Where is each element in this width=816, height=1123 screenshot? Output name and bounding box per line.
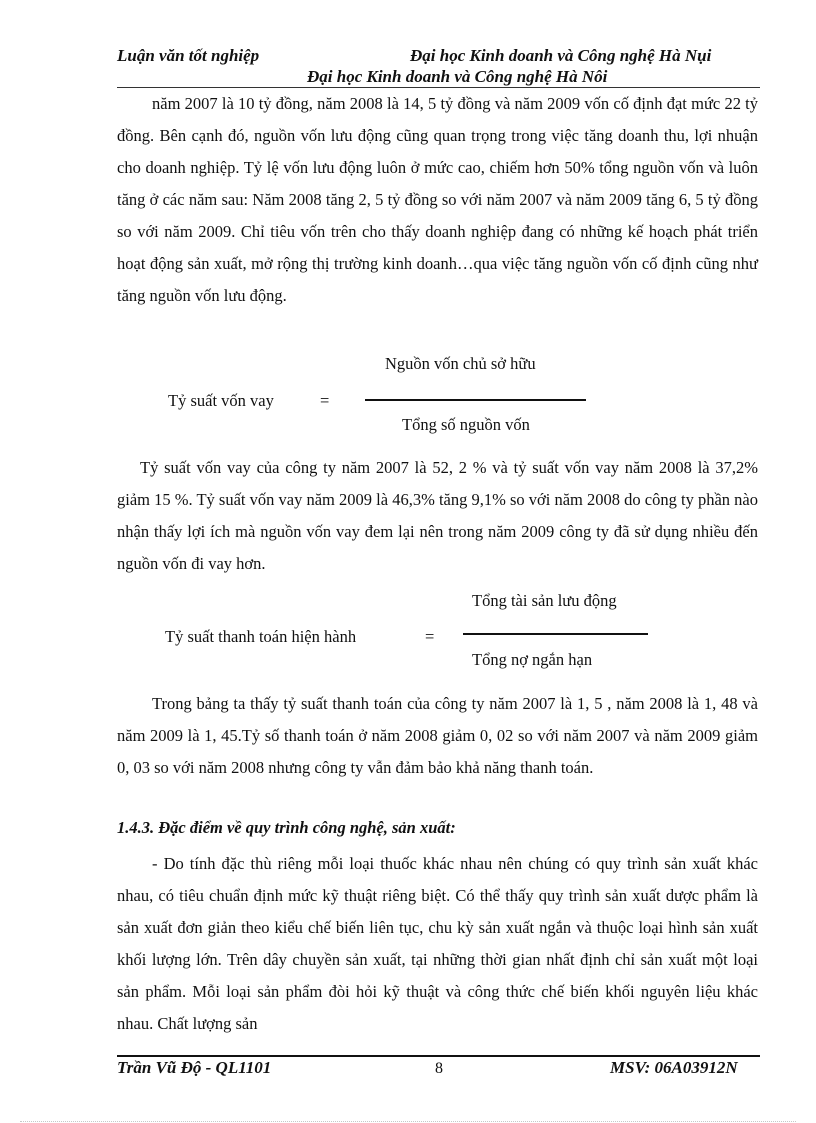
formula-loan-ratio-fraction-bar bbox=[365, 399, 586, 401]
footer-student-id: MSV: 06A03912N bbox=[610, 1058, 738, 1077]
section-heading: 1.4.3. Đặc điểm về quy trình công nghệ, sản xuất: bbox=[117, 818, 456, 837]
paragraph-production-process: - Do tính đặc thù riêng mỗi loại thuốc khác nhau nên chúng có quy trình sản xuất khác nhau, có tiêu chuẩn định mức kỹ thuật riêng biệt. Có thể thấy quy trình sản xuất dược phẩm là sản xuất đơn giản theo kiểu chế biến liên tục, chu kỳ sản xuất ngắn và thuộc loại hình sản xuất khối lượng lớn. Trên dây chuyền sản xuất, tại những thời gian nhất định chỉ sản xuất một loại sản phẩm. Mỗi loại sản phẩm đòi hỏi kỹ thuật và công thức chế biến khối nguyên liệu khác nhau. Chất lượng sản bbox=[117, 854, 758, 1033]
formula-liquidity-label: Tỷ suất thanh toán hiện hành bbox=[165, 627, 357, 646]
header-left-title: Luận văn tốt nghiệp bbox=[117, 46, 260, 65]
paragraph-loan-ratio: Tỷ suất vốn vay của công ty năm 2007 là 52, 2 % và tỷ suất vốn vay năm 2008 là 37,2% giảm 15 %. Tỷ suất vốn vay năm 2009 là 46,3% tăng 9,1% so với năm 2008 do công ty phần nào nhận thấy lợi ích mà nguồn vốn vay đem lại nên trong năm 2009 công ty đã sử dụng nhiều đến nguồn vốn đi vay hơn. bbox=[117, 458, 758, 573]
header-right-title: Đại học Kinh doanh và Công nghệ Hà Nụi bbox=[410, 46, 712, 65]
footer-rule bbox=[117, 1055, 760, 1057]
formula-loan-ratio-equals: = bbox=[320, 391, 330, 410]
formula-liquidity-equals: = bbox=[425, 627, 435, 646]
formula-loan-ratio-denominator: Tổng số nguồn vốn bbox=[402, 415, 530, 434]
footer-author: Trần Vũ Độ - QL1101 bbox=[117, 1058, 272, 1077]
paragraph-capital: năm 2007 là 10 tỷ đồng, năm 2008 là 14, 5 tỷ đồng và năm 2009 vốn cố định đạt mức 22 tỷ đồng. Bên cạnh đó, nguồn vốn lưu động cũng quan trọng trong việc tăng doanh thu, lợi nhuận cho doanh nghiệp. Tỷ lệ vốn lưu động luôn ở mức cao, chiếm hơn 50% tổng nguồn vốn và luôn tăng ở các năm sau: Năm 2008 tăng 2, 5 tỷ đồng so với năm 2007 và năm 2009 tăng 6, 5 tỷ đồng so với năm 2009. Chỉ tiêu vốn trên cho thấy doanh nghiệp đang có những kế hoạch phát triển hoạt động sản xuất, mở rộng thị trường kinh doanh…qua việc tăng nguồn vốn cố định cũng như tăng nguồn vốn lưu động. bbox=[117, 94, 758, 305]
formula-loan-ratio-label: Tỷ suất vốn vay bbox=[168, 391, 274, 410]
paragraph-liquidity: Trong bảng ta thấy tỷ suất thanh toán của công ty năm 2007 là 1, 5 , năm 2008 là 1, 48 và năm 2009 là 1, 45.Tỷ số thanh toán ở năm 2008 giảm 0, 02 so với năm 2007 và năm 2009 giảm 0, 03 so với năm 2008 nhưng công ty vẫn đảm bảo khả năng thanh toán. bbox=[117, 694, 758, 777]
formula-loan-ratio-numerator: Nguồn vốn chủ sở hữu bbox=[385, 354, 536, 373]
formula-liquidity-denominator: Tổng nợ ngắn hạn bbox=[472, 650, 593, 669]
formula-liquidity-numerator: Tổng tài sản lưu động bbox=[472, 591, 617, 610]
page-bottom-dotted-border bbox=[20, 1121, 796, 1122]
formula-liquidity-fraction-bar bbox=[463, 633, 648, 635]
page-number: 8 bbox=[435, 1060, 443, 1077]
header-subtitle: Đại học Kinh doanh và Công nghệ Hà Nôi bbox=[307, 67, 608, 86]
